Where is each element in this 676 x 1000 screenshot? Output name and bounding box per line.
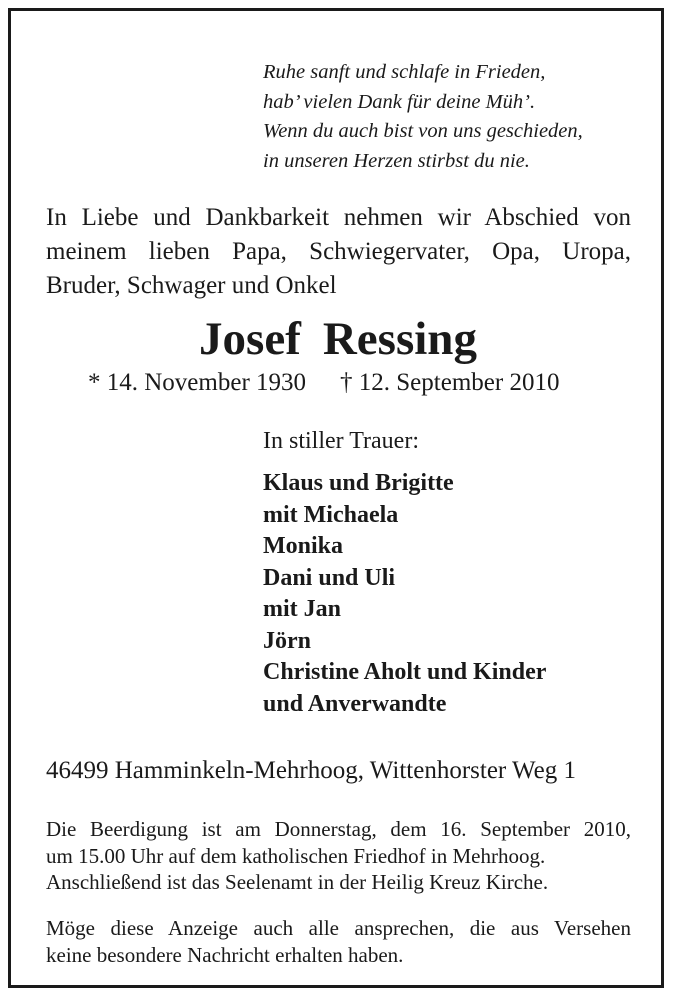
intro-line: meinem lieben Papa, Schwiegervater, Opa, Uropa, [46, 238, 631, 265]
poem-line: Ruhe sanft und schlafe in Frieden, [263, 61, 546, 83]
death-date: † 12. September 2010 [340, 369, 560, 396]
funeral-line: um 15.00 Uhr auf dem katholischen Friedhof in Mehrhoog. [46, 843, 546, 868]
mourner-name: Jörn [263, 627, 311, 654]
mourner-name: und Anverwandte [263, 690, 447, 717]
mourner-name: Dani und Uli [263, 564, 396, 591]
birth-date: * 14. November 1930 [88, 369, 307, 396]
poem-line: hab’ vielen Dank für deine Müh’. [263, 90, 536, 113]
mourner-name: Klaus und Brigitte [263, 470, 454, 496]
funeral-details [46, 816, 631, 896]
life-dates [88, 366, 559, 400]
mourner-name: Christine Aholt und Kinder [263, 659, 547, 685]
notice-line: Möge diese Anzeige auch alle ansprechen, die aus Versehen [46, 916, 631, 940]
poem-line: Wenn du auch bist von uns geschieden, [263, 120, 583, 142]
intro-line: Bruder, Schwager und Onkel [46, 272, 337, 299]
intro-line: In Liebe und Dankbarkeit nehmen wir Abschied von [46, 204, 631, 231]
farewell-intro [46, 201, 631, 303]
deceased-last-name: Ressing [322, 313, 477, 365]
mourning-label: In stiller Trauer: [263, 428, 419, 454]
family-address: 46499 Hamminkeln-Mehrhoog, Wittenhorster Weg 1 [46, 757, 576, 784]
deceased-first-name: Josef [199, 313, 301, 365]
mourner-name: Monika [263, 533, 344, 559]
notice-text [46, 915, 631, 968]
poem-line: in unseren Herzen stirbst du nie. [263, 149, 530, 172]
funeral-line: Anschließend ist das Seelenamt in der Heilig Kreuz Kirche. [46, 870, 549, 894]
memorial-poem [263, 58, 583, 176]
notice-line: keine besondere Nachricht erhalten haben. [46, 942, 404, 967]
mourner-name: mit Jan [263, 596, 341, 622]
deceased-name [0, 309, 676, 369]
mourner-name: mit Michaela [263, 501, 399, 528]
funeral-line: Die Beerdigung ist am Donnerstag, dem 16. September 2010, [46, 817, 631, 841]
mourners-list [263, 468, 546, 720]
